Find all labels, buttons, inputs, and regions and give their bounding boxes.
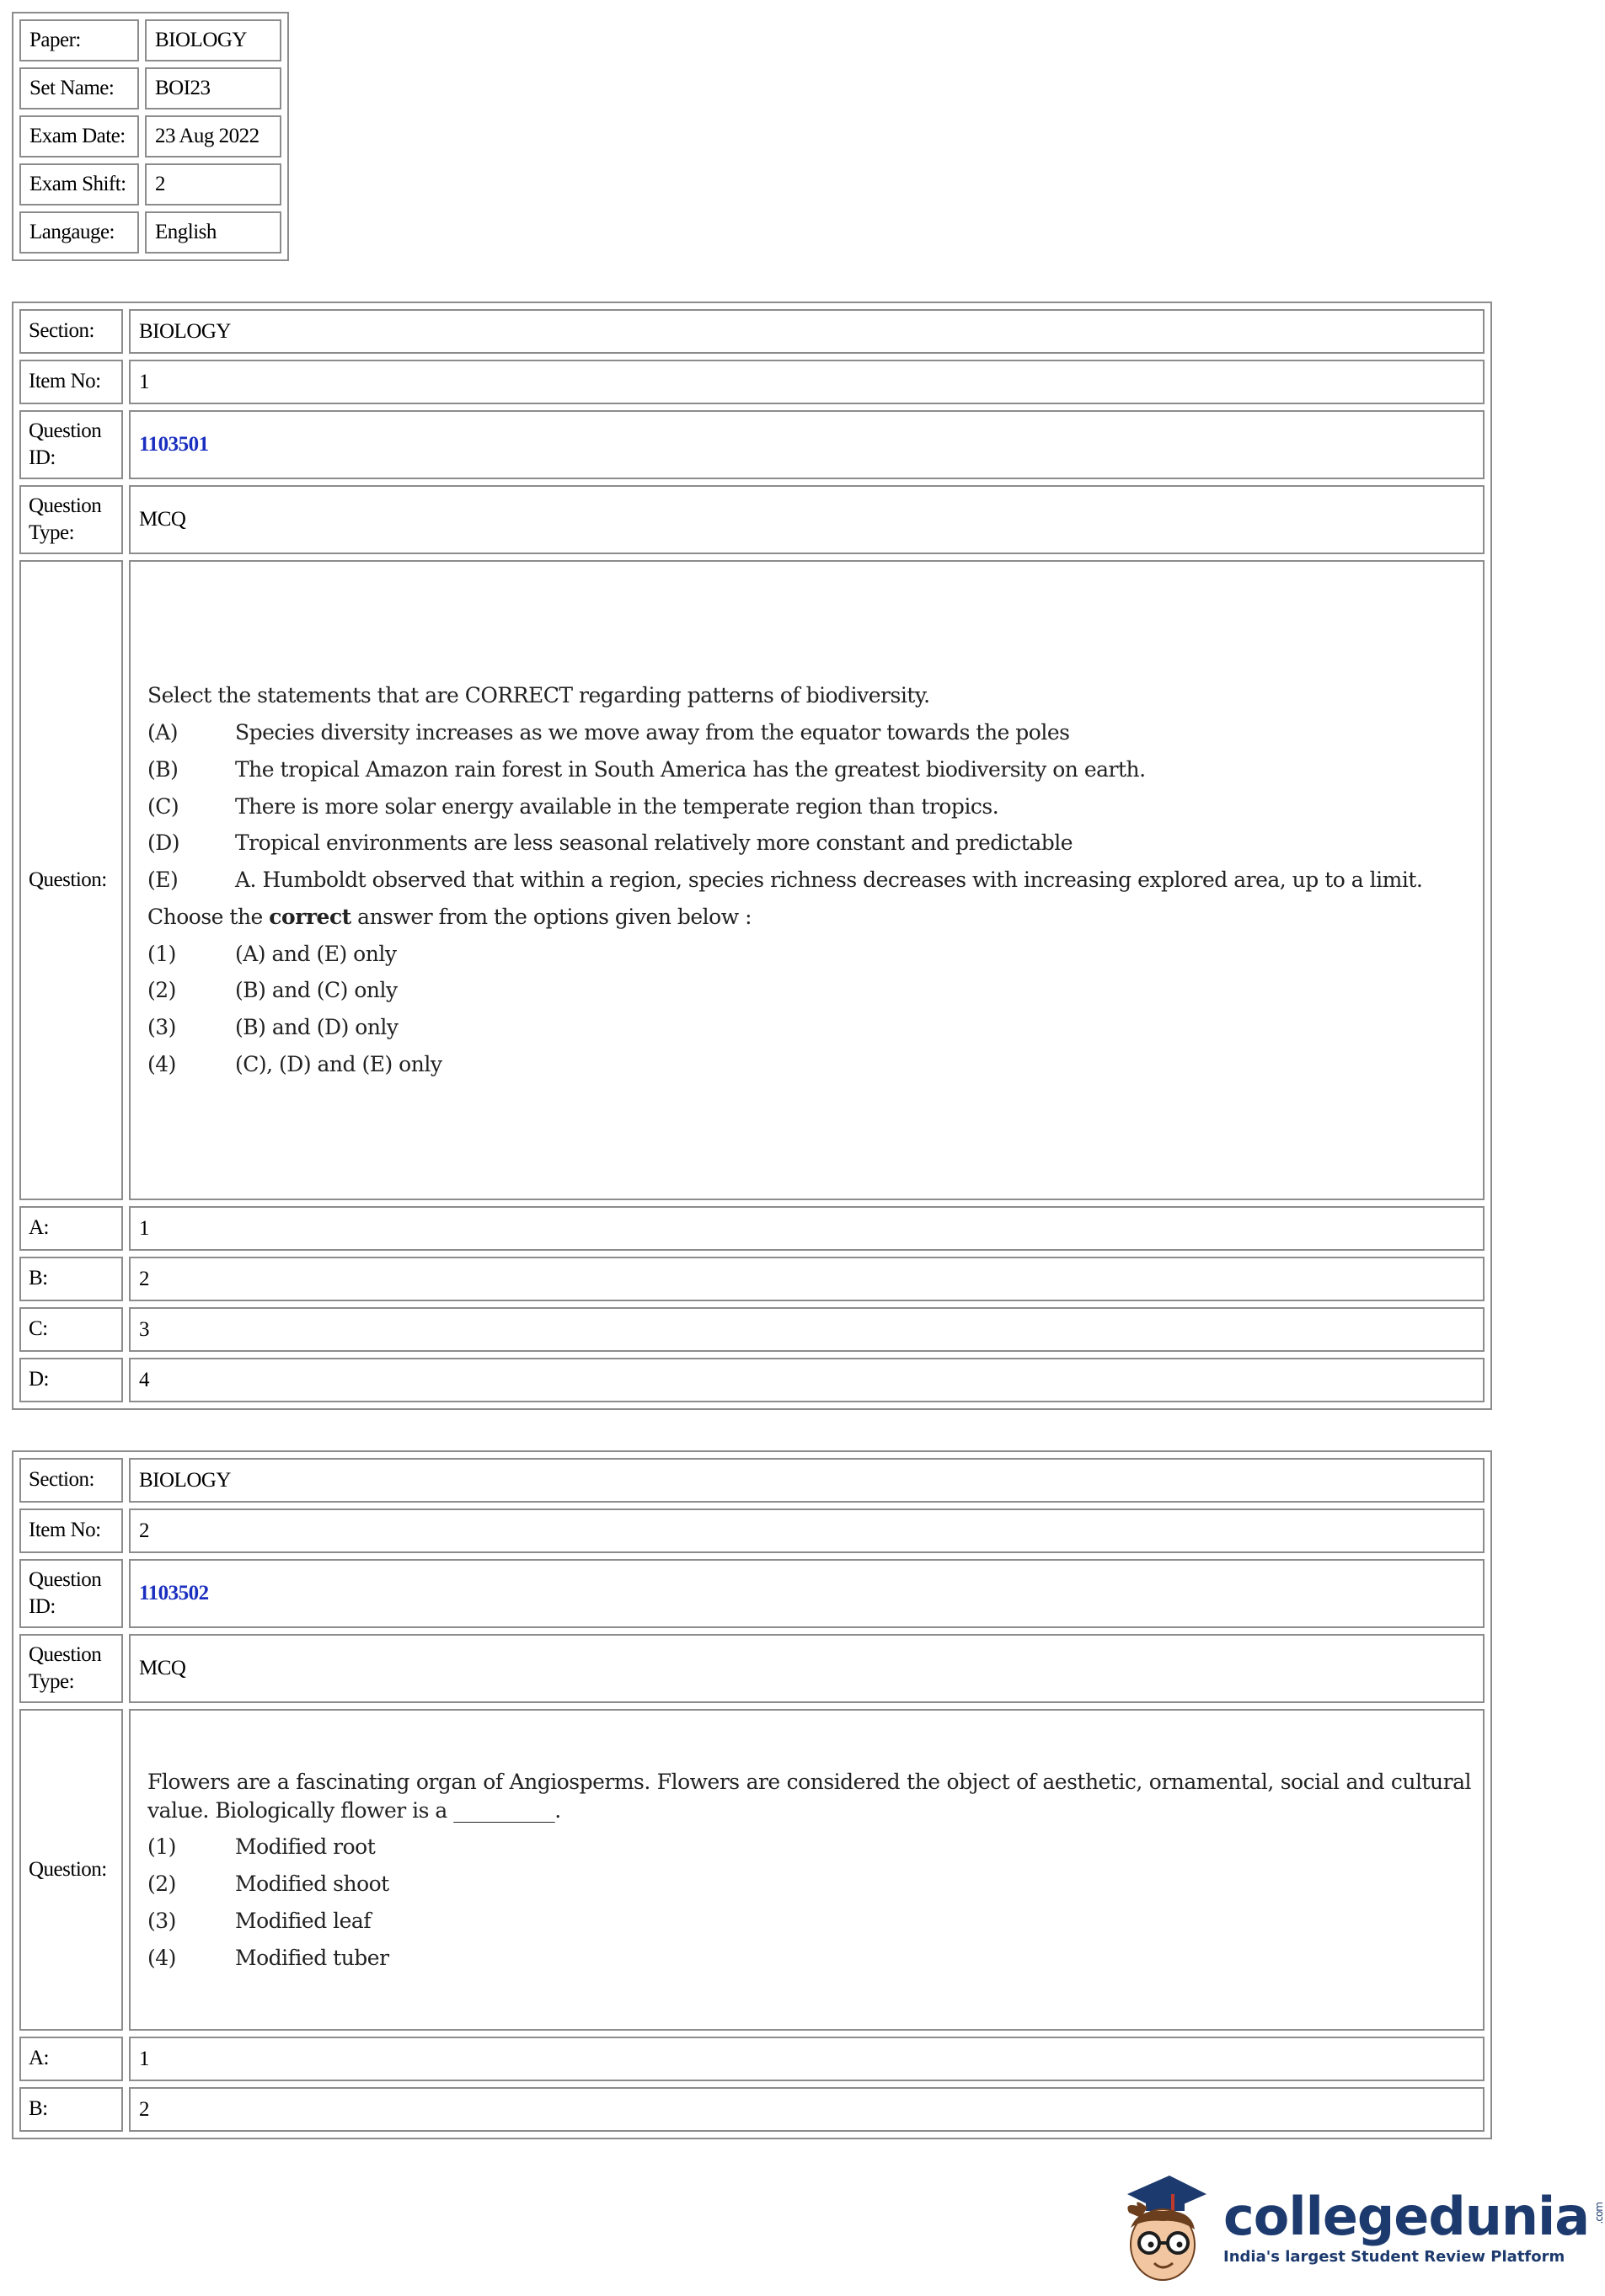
meta-label: Paper: — [19, 19, 139, 61]
choose-bold: correct — [269, 904, 351, 929]
option-text: Modified leaf — [235, 1908, 372, 1933]
option-key: (2) — [147, 978, 176, 1003]
meta-row-exam-date — [19, 115, 281, 158]
row-answer-a — [19, 2037, 1485, 2081]
statement-text: Species diversity increases as we move away from the equator towards the poles — [235, 720, 1070, 745]
question-2-table — [12, 1450, 1492, 2139]
answer-b-value: 2 — [129, 2087, 1485, 2132]
row-answer-a — [19, 1206, 1485, 1251]
option-key: (3) — [147, 1015, 176, 1040]
row-question-type — [19, 1634, 1485, 1703]
question-type-value: MCQ — [129, 485, 1485, 554]
choose-suffix: answer from the options given below : — [350, 904, 752, 929]
meta-label: Exam Date: — [19, 115, 139, 158]
statement-e — [147, 866, 1471, 894]
label-d: D: — [19, 1358, 123, 1402]
mascot-icon — [1112, 2169, 1213, 2287]
option-4 — [147, 1944, 1471, 1973]
statement-key: (C) — [147, 793, 179, 819]
option-text: (A) and (E) only — [235, 941, 397, 966]
statement-text: The tropical Amazon rain forest in South America has the greatest biodiversity on earth. — [235, 756, 1146, 782]
question-body — [129, 1709, 1485, 2031]
meta-row-set-name — [19, 67, 281, 109]
label-a: A: — [19, 1206, 123, 1251]
question-id: 1103502 — [139, 1582, 209, 1605]
meta-row-language — [19, 211, 281, 254]
option-2 — [147, 1870, 1471, 1898]
choose-prefix: Choose the — [147, 904, 270, 929]
label-question-type: Question Type: — [19, 485, 123, 554]
logo-brand[interactable]: collegedunia — [1223, 2185, 1590, 2247]
exam-meta-table — [12, 12, 289, 261]
meta-value: 23 Aug 2022 — [145, 115, 281, 158]
option-key: (2) — [147, 1872, 176, 1896]
meta-value: BIOLOGY — [145, 19, 281, 61]
logo-com: .com — [1593, 2202, 1605, 2224]
row-question-type — [19, 485, 1485, 554]
row-item-no — [19, 360, 1485, 404]
option-3 — [147, 1013, 1471, 1042]
row-answer-b — [19, 2087, 1485, 2132]
option-1 — [147, 940, 1471, 969]
logo-text[interactable] — [1223, 2185, 1605, 2266]
option-key: (4) — [147, 1051, 176, 1076]
label-section: Section: — [19, 309, 123, 354]
row-question — [19, 560, 1485, 1200]
question-id: 1103501 — [139, 433, 209, 456]
option-text: Modified root — [235, 1834, 376, 1860]
row-question — [19, 1709, 1485, 2031]
question-1-table — [12, 302, 1492, 1410]
option-text: (B) and (D) only — [235, 1015, 399, 1040]
row-question-id — [19, 410, 1485, 479]
section-value: BIOLOGY — [129, 1458, 1485, 1503]
row-answer-c — [19, 1307, 1485, 1352]
statement-key: (E) — [147, 868, 179, 893]
section-value: BIOLOGY — [129, 309, 1485, 354]
label-question: Question: — [19, 1709, 123, 2031]
logo-name[interactable] — [1223, 2185, 1605, 2247]
meta-value: 2 — [145, 163, 281, 206]
option-2 — [147, 976, 1471, 1005]
question-body — [129, 560, 1485, 1200]
statement-key: (D) — [147, 830, 180, 856]
logo-tagline: India's largest Student Review Platform — [1223, 2247, 1565, 2266]
label-section: Section: — [19, 1458, 123, 1503]
option-key: (1) — [147, 941, 176, 966]
statement-text: There is more solar energy available in the temperate region than tropics. — [235, 793, 999, 819]
question-stem: Select the statements that are CORRECT regarding patterns of biodiversity. — [147, 683, 930, 708]
choose-instruction — [147, 903, 1471, 932]
option-4 — [147, 1050, 1471, 1079]
meta-row-paper — [19, 19, 281, 61]
row-answer-d — [19, 1358, 1485, 1402]
answer-a-value: 1 — [129, 2037, 1485, 2081]
meta-value: English — [145, 211, 281, 254]
label-item-no: Item No: — [19, 360, 123, 404]
answer-a-value: 1 — [129, 1206, 1485, 1251]
meta-label: Exam Shift: — [19, 163, 139, 206]
label-b: B: — [19, 2087, 123, 2132]
option-1 — [147, 1833, 1471, 1861]
option-text: Modified shoot — [235, 1872, 389, 1896]
meta-label: Set Name: — [19, 67, 139, 109]
statement-key: (B) — [147, 756, 179, 782]
label-b: B: — [19, 1257, 123, 1301]
option-key: (3) — [147, 1908, 176, 1933]
meta-label: Langauge: — [19, 211, 139, 254]
statement-text: A. Humboldt observed that within a region, species richness decreases with increasing explored area, up to a limit. — [235, 868, 1423, 893]
row-answer-b — [19, 1257, 1485, 1301]
question-type-value: MCQ — [129, 1634, 1485, 1703]
row-question-id — [19, 1559, 1485, 1628]
question-stem: Flowers are a fascinating organ of Angiosperms. Flowers are considered the object of aesthetic, ornamental, social and cultural value. Biologically flower is a __________. — [147, 1769, 1471, 1823]
question-id-value — [129, 1559, 1485, 1628]
question-id-value — [129, 410, 1485, 479]
statement-text: Tropical environments are less seasonal relatively more constant and predictable — [235, 830, 1073, 856]
label-question-type: Question Type: — [19, 1634, 123, 1703]
label-question: Question: — [19, 560, 123, 1200]
option-key: (1) — [147, 1834, 176, 1860]
statement-key: (A) — [147, 720, 179, 745]
label-c: C: — [19, 1307, 123, 1352]
answer-d-value: 4 — [129, 1358, 1485, 1402]
label-question-id: Question ID: — [19, 410, 123, 479]
item-no-value: 1 — [129, 360, 1485, 404]
meta-row-exam-shift — [19, 163, 281, 206]
statement-a — [147, 718, 1471, 747]
label-item-no: Item No: — [19, 1508, 123, 1553]
label-a: A: — [19, 2037, 123, 2081]
row-item-no — [19, 1508, 1485, 1553]
statement-b — [147, 756, 1471, 784]
label-question-id: Question ID: — [19, 1559, 123, 1628]
answer-b-value: 2 — [129, 1257, 1485, 1301]
option-key: (4) — [147, 1945, 176, 1970]
row-section — [19, 1458, 1485, 1503]
answer-c-value: 3 — [129, 1307, 1485, 1352]
statement-c — [147, 793, 1471, 821]
collegedunia-logo[interactable] — [1112, 2169, 1605, 2287]
meta-value: BOI23 — [145, 67, 281, 109]
option-text: (B) and (C) only — [235, 978, 398, 1003]
row-section — [19, 309, 1485, 354]
item-no-value: 2 — [129, 1508, 1485, 1553]
option-text: (C), (D) and (E) only — [235, 1051, 442, 1076]
statement-d — [147, 829, 1471, 857]
option-text: Modified tuber — [235, 1945, 389, 1970]
option-3 — [147, 1907, 1471, 1936]
